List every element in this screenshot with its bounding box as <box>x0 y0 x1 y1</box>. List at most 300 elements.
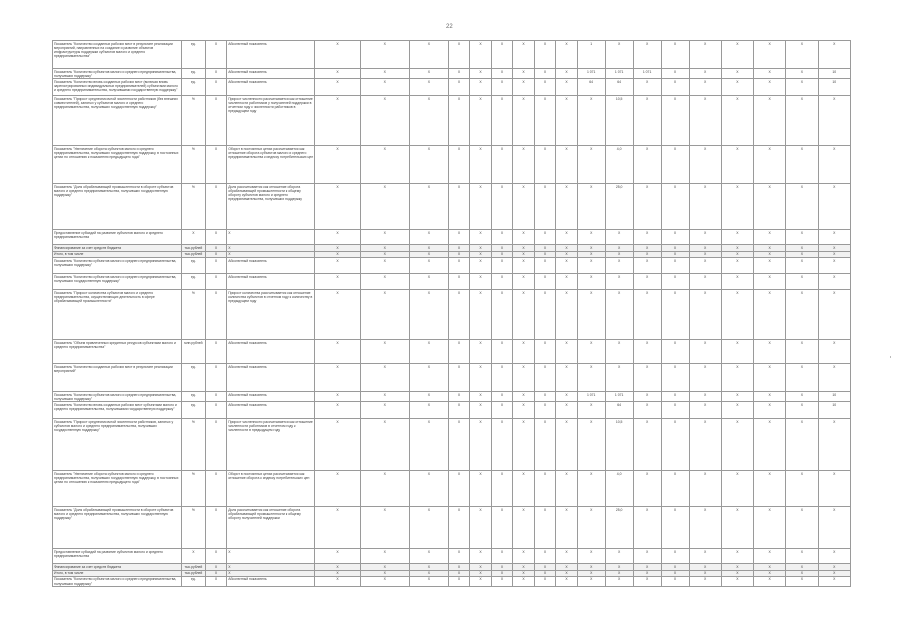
table-cell: X <box>227 251 315 257</box>
table-cell: X <box>315 79 360 96</box>
table-cell: X <box>689 419 721 471</box>
table-cell: X <box>633 251 661 257</box>
table-cell: X <box>633 391 661 401</box>
table-cell: 10 <box>818 391 850 401</box>
table-cell: X <box>605 549 633 564</box>
table-cell: ед. <box>182 273 206 289</box>
table-cell: Абсолютный показатель <box>227 69 315 79</box>
table-cell: X <box>556 289 578 339</box>
table-cell: X <box>470 363 492 391</box>
table-cell: X <box>360 184 409 230</box>
table-cell: X <box>633 41 661 69</box>
table-cell: X <box>448 289 470 339</box>
table-cell: X <box>689 146 721 184</box>
table-cell: X <box>491 576 513 586</box>
table-cell: X <box>360 564 409 570</box>
table-cell: X <box>754 96 786 146</box>
table-cell: Абсолютный показатель <box>227 273 315 289</box>
table-cell: 10,5 <box>605 96 633 146</box>
table-cell: X <box>556 576 578 586</box>
table-cell: X <box>470 549 492 564</box>
table-cell: 64 <box>605 402 633 419</box>
table-cell: X <box>360 41 409 69</box>
table-cell: X <box>689 402 721 419</box>
table-cell: X <box>491 273 513 289</box>
table-row <box>53 257 851 273</box>
table-cell: 25,0 <box>605 184 633 230</box>
table-cell: X <box>360 339 409 363</box>
table-cell: X <box>205 564 227 570</box>
indicator-name-cell: Итого, в том числе <box>53 251 182 257</box>
table-cell: X <box>227 564 315 570</box>
table-row <box>53 391 851 401</box>
table-cell: X <box>786 251 818 257</box>
table-cell: X <box>633 96 661 146</box>
table-cell: X <box>661 339 689 363</box>
table-cell: X <box>491 96 513 146</box>
table-cell: X <box>754 402 786 419</box>
table-cell: X <box>818 230 850 245</box>
table-cell: X <box>689 257 721 273</box>
indicator-name-cell: Показатель "Доля обрабатывающей промышленности в обороте субъектов малого и среднего предпринимательства, получивших государственную поддержку" <box>53 507 182 549</box>
table-cell: Оборот в постоянных ценах рассчитывается как отношение оборота к индексу потребительских цен <box>227 471 315 507</box>
table-cell: X <box>491 245 513 251</box>
table-cell: X <box>470 570 492 576</box>
table-cell: X <box>786 402 818 419</box>
table-cell: X <box>721 96 753 146</box>
table-cell: % <box>182 184 206 230</box>
table-cell: X <box>513 402 535 419</box>
table-cell: X <box>556 419 578 471</box>
table-cell: X <box>491 230 513 245</box>
table-row <box>53 146 851 184</box>
table-row <box>53 273 851 289</box>
table-cell: ед. <box>182 257 206 273</box>
table-cell: X <box>689 96 721 146</box>
table-cell: X <box>205 576 227 586</box>
table-cell: X <box>577 570 605 576</box>
table-cell: X <box>661 257 689 273</box>
indicator-name-cell: Показатель "Количество субъектов малого и среднего предпринимательства, получивших поддержку" <box>53 391 182 401</box>
table-cell: ед. <box>182 41 206 69</box>
table-cell: X <box>556 570 578 576</box>
table-cell: X <box>605 257 633 273</box>
table-cell: X <box>491 69 513 79</box>
table-cell: X <box>534 273 556 289</box>
table-cell: X <box>818 363 850 391</box>
indicator-name-cell: Итого, в том числе <box>53 570 182 576</box>
table-cell: Абсолютный показатель <box>227 79 315 96</box>
table-cell: X <box>360 576 409 586</box>
table-cell: X <box>534 339 556 363</box>
table-row <box>53 507 851 549</box>
table-cell: X <box>491 146 513 184</box>
table-cell: X <box>360 257 409 273</box>
table-cell: X <box>470 564 492 570</box>
table-cell: X <box>786 289 818 339</box>
table-cell: X <box>786 245 818 251</box>
table-cell: X <box>360 570 409 576</box>
table-cell: X <box>410 69 449 79</box>
table-cell: X <box>577 184 605 230</box>
page-number: 22 <box>446 24 453 30</box>
table-cell: X <box>689 184 721 230</box>
table-cell: X <box>491 391 513 401</box>
table-cell: X <box>661 564 689 570</box>
table-cell: X <box>315 257 360 273</box>
indicator-name-cell: Показатель "Количество субъектов малого и среднего предпринимательства, получивших поддержку" <box>53 257 182 273</box>
table-cell: X <box>534 184 556 230</box>
table-row <box>53 339 851 363</box>
table-cell: X <box>410 289 449 339</box>
table-row <box>53 363 851 391</box>
table-cell: X <box>786 79 818 96</box>
table-cell: X <box>818 549 850 564</box>
table-cell: X <box>315 564 360 570</box>
table-cell: X <box>448 402 470 419</box>
table-row <box>53 289 851 339</box>
table-cell: X <box>786 69 818 79</box>
table-cell: X <box>205 363 227 391</box>
table-cell: X <box>534 549 556 564</box>
table-cell: X <box>556 471 578 507</box>
table-cell: X <box>633 339 661 363</box>
table-cell: X <box>577 245 605 251</box>
table-cell: X <box>205 570 227 576</box>
table-cell: X <box>534 576 556 586</box>
table-cell: X <box>556 184 578 230</box>
table-cell: X <box>315 576 360 586</box>
table-cell: X <box>410 564 449 570</box>
table-cell: X <box>491 251 513 257</box>
table-cell: X <box>633 257 661 273</box>
table-cell: X <box>605 273 633 289</box>
table-row <box>53 576 851 586</box>
table-cell: X <box>205 245 227 251</box>
table-cell: X <box>448 230 470 245</box>
table-cell: X <box>513 419 535 471</box>
table-cell: X <box>534 79 556 96</box>
table-cell: X <box>721 79 753 96</box>
table-cell: X <box>534 570 556 576</box>
table-cell: X <box>818 245 850 251</box>
table-cell: X <box>410 146 449 184</box>
table-cell: X <box>470 69 492 79</box>
table-cell: X <box>513 184 535 230</box>
table-cell: X <box>410 576 449 586</box>
table-cell: X <box>315 245 360 251</box>
table-cell: X <box>410 549 449 564</box>
table-cell: X <box>721 363 753 391</box>
table-cell: Оборот в постоянных ценах рассчитывается как отношение оборота субъектов малого и среднего предпринимательства к индексу потребительских цен <box>227 146 315 184</box>
table-cell: X <box>556 41 578 69</box>
table-cell: X <box>818 576 850 586</box>
indicator-name-cell: Предоставление субсидий на развитие субъектов малого и среднего предпринимательства <box>53 230 182 245</box>
table-cell: X <box>315 391 360 401</box>
table-cell: X <box>605 570 633 576</box>
table-cell: X <box>633 564 661 570</box>
table-row <box>53 402 851 419</box>
table-cell: X <box>754 507 786 549</box>
table-cell: X <box>534 96 556 146</box>
table-cell: ед. <box>182 79 206 96</box>
table-cell: X <box>577 402 605 419</box>
table-cell: X <box>721 41 753 69</box>
table-cell: X <box>470 146 492 184</box>
table-cell: тыс.рублей <box>182 245 206 251</box>
table-cell: X <box>754 564 786 570</box>
table-cell: ед. <box>182 402 206 419</box>
table-cell: X <box>205 549 227 564</box>
indicator-name-cell: Показатель "Доля обрабатывающей промышленности в обороте субъектов малого и среднего предпринимательства, получивших государственную поддержку" <box>53 184 182 230</box>
table-cell: X <box>661 79 689 96</box>
table-cell: X <box>315 471 360 507</box>
table-cell: X <box>818 96 850 146</box>
table-cell: X <box>315 402 360 419</box>
table-cell: X <box>577 230 605 245</box>
table-cell: X <box>661 146 689 184</box>
table-cell: X <box>605 339 633 363</box>
table-cell: X <box>315 507 360 549</box>
table-cell: X <box>448 251 470 257</box>
table-body <box>53 41 851 587</box>
table-cell: X <box>513 576 535 586</box>
table-cell: X <box>205 69 227 79</box>
table-cell: X <box>315 184 360 230</box>
table-cell: X <box>315 273 360 289</box>
table-cell: X <box>513 251 535 257</box>
table-cell: X <box>633 570 661 576</box>
indicator-name-cell: Показатель "Количество созданных рабочих мест в результате реализации мероприятий" <box>53 363 182 391</box>
table-cell: X <box>721 245 753 251</box>
table-cell: X <box>448 41 470 69</box>
table-cell: X <box>721 339 753 363</box>
table-cell: X <box>689 273 721 289</box>
table-cell: X <box>534 564 556 570</box>
table-cell: X <box>661 471 689 507</box>
table-cell: X <box>633 245 661 251</box>
table-cell: X <box>556 273 578 289</box>
table-cell: X <box>534 402 556 419</box>
table-cell: X <box>577 257 605 273</box>
table-cell: X <box>513 570 535 576</box>
table-cell: X <box>205 230 227 245</box>
table-cell: X <box>786 339 818 363</box>
table-cell: X <box>491 339 513 363</box>
table-cell: Абсолютный показатель <box>227 41 315 69</box>
indicator-name-cell: Показатель "Количество субъектов малого и среднего предпринимательства, получивших государственную поддержку" <box>53 273 182 289</box>
table-cell: X <box>513 471 535 507</box>
table-cell: X <box>661 273 689 289</box>
table-cell: X <box>556 257 578 273</box>
table-cell: X <box>513 41 535 69</box>
table-cell: 1 071 <box>605 69 633 79</box>
table-cell: X <box>448 363 470 391</box>
table-cell: Абсолютный показатель <box>227 339 315 363</box>
table-cell: X <box>556 549 578 564</box>
table-cell: X <box>360 471 409 507</box>
table-cell: X <box>689 245 721 251</box>
table-cell: X <box>661 69 689 79</box>
table-cell: 1 071 <box>577 69 605 79</box>
table-cell: X <box>818 419 850 471</box>
table-cell: X <box>689 564 721 570</box>
table-cell: X <box>818 257 850 273</box>
table-cell: X <box>721 230 753 245</box>
table-cell: X <box>633 79 661 96</box>
table-cell: X <box>360 289 409 339</box>
table-cell: X <box>754 549 786 564</box>
table-cell: X <box>818 507 850 549</box>
table-cell: X <box>721 257 753 273</box>
indicator-table <box>52 40 851 587</box>
table-cell: X <box>534 69 556 79</box>
table-cell: X <box>491 564 513 570</box>
table-cell: X <box>689 69 721 79</box>
table-cell: X <box>556 245 578 251</box>
table-cell: X <box>721 471 753 507</box>
table-cell: X <box>661 245 689 251</box>
table-cell: тыс.рублей <box>182 564 206 570</box>
table-cell: X <box>633 230 661 245</box>
table-cell: X <box>448 471 470 507</box>
table-cell: X <box>577 419 605 471</box>
table-cell: X <box>689 339 721 363</box>
table-cell: X <box>410 363 449 391</box>
table-cell: X <box>491 419 513 471</box>
table-cell: X <box>470 273 492 289</box>
table-cell: X <box>410 507 449 549</box>
table-cell: X <box>605 363 633 391</box>
table-cell: X <box>577 273 605 289</box>
table-row <box>53 96 851 146</box>
table-cell: X <box>786 96 818 146</box>
table-cell: X <box>360 79 409 96</box>
table-cell: X <box>818 564 850 570</box>
table-cell: X <box>410 419 449 471</box>
table-cell: Абсолютный показатель <box>227 391 315 401</box>
table-cell: X <box>689 41 721 69</box>
table-cell: X <box>721 549 753 564</box>
table-cell: X <box>721 391 753 401</box>
table-cell: X <box>513 79 535 96</box>
table-cell: X <box>470 245 492 251</box>
table-cell: X <box>227 230 315 245</box>
table-cell: X <box>689 471 721 507</box>
table-row <box>53 41 851 69</box>
table-cell: X <box>491 184 513 230</box>
table-cell: % <box>182 419 206 471</box>
table-cell: X <box>577 576 605 586</box>
table-row <box>53 184 851 230</box>
table-cell: X <box>491 402 513 419</box>
table-cell: X <box>315 419 360 471</box>
table-cell: X <box>754 69 786 79</box>
table-cell: 1 071 <box>633 69 661 79</box>
table-cell: X <box>556 79 578 96</box>
table-cell: X <box>818 570 850 576</box>
table-cell: X <box>661 419 689 471</box>
indicator-name-cell: Показатель "Прирост количества субъектов малого и среднего предпринимательства, осуществляющих деятельность в сфере обрабатывающей промышленности" <box>53 289 182 339</box>
table-cell: X <box>205 41 227 69</box>
table-cell: X <box>754 273 786 289</box>
table-cell: X <box>205 507 227 549</box>
table-cell: X <box>689 570 721 576</box>
table-cell: X <box>661 96 689 146</box>
table-cell: X <box>315 41 360 69</box>
table-cell: X <box>360 363 409 391</box>
table-cell: X <box>227 570 315 576</box>
table-cell: X <box>818 184 850 230</box>
table-cell: X <box>360 549 409 564</box>
table-cell: X <box>410 273 449 289</box>
table-cell: X <box>605 564 633 570</box>
table-cell: X <box>577 251 605 257</box>
table-cell: X <box>818 146 850 184</box>
table-cell: X <box>410 245 449 251</box>
table-cell: X <box>205 146 227 184</box>
table-cell: X <box>754 363 786 391</box>
table-cell: X <box>448 419 470 471</box>
table-cell: X <box>605 245 633 251</box>
table-cell: X <box>556 251 578 257</box>
table-cell: X <box>721 69 753 79</box>
table-cell: млн.рублей <box>182 339 206 363</box>
indicator-name-cell: Финансирование за счет средств бюджета <box>53 245 182 251</box>
table-cell: X <box>786 471 818 507</box>
table-cell: X <box>689 391 721 401</box>
table-cell: X <box>689 363 721 391</box>
table-cell: X <box>721 251 753 257</box>
table-cell: X <box>754 230 786 245</box>
table-cell: X <box>448 146 470 184</box>
table-cell: X <box>577 507 605 549</box>
table-cell: X <box>689 79 721 96</box>
table-cell: X <box>491 570 513 576</box>
table-cell: X <box>577 471 605 507</box>
table-cell: X <box>470 96 492 146</box>
table-cell: X <box>721 289 753 339</box>
table-cell: X <box>721 570 753 576</box>
table-cell: тыс.рублей <box>182 570 206 576</box>
table-cell: X <box>661 391 689 401</box>
table-cell: X <box>754 391 786 401</box>
table-cell: X <box>786 41 818 69</box>
table-cell: X <box>205 289 227 339</box>
table-cell: X <box>470 251 492 257</box>
table-cell: X <box>689 549 721 564</box>
table-cell: X <box>577 289 605 339</box>
table-cell: X <box>534 391 556 401</box>
table-cell: X <box>491 507 513 549</box>
table-cell: X <box>633 549 661 564</box>
table-cell: X <box>410 570 449 576</box>
table-cell: X <box>721 576 753 586</box>
table-cell: X <box>818 471 850 507</box>
table-cell: X <box>315 146 360 184</box>
table-cell: X <box>513 96 535 146</box>
table-cell: 4,0 <box>605 471 633 507</box>
table-cell: X <box>491 363 513 391</box>
table-cell: X <box>360 507 409 549</box>
table-cell: X <box>315 96 360 146</box>
table-cell: X <box>534 41 556 69</box>
table-cell: ед. <box>182 69 206 79</box>
table-cell: % <box>182 507 206 549</box>
table-cell: X <box>470 402 492 419</box>
table-cell: X <box>360 69 409 79</box>
table-cell: X <box>633 184 661 230</box>
